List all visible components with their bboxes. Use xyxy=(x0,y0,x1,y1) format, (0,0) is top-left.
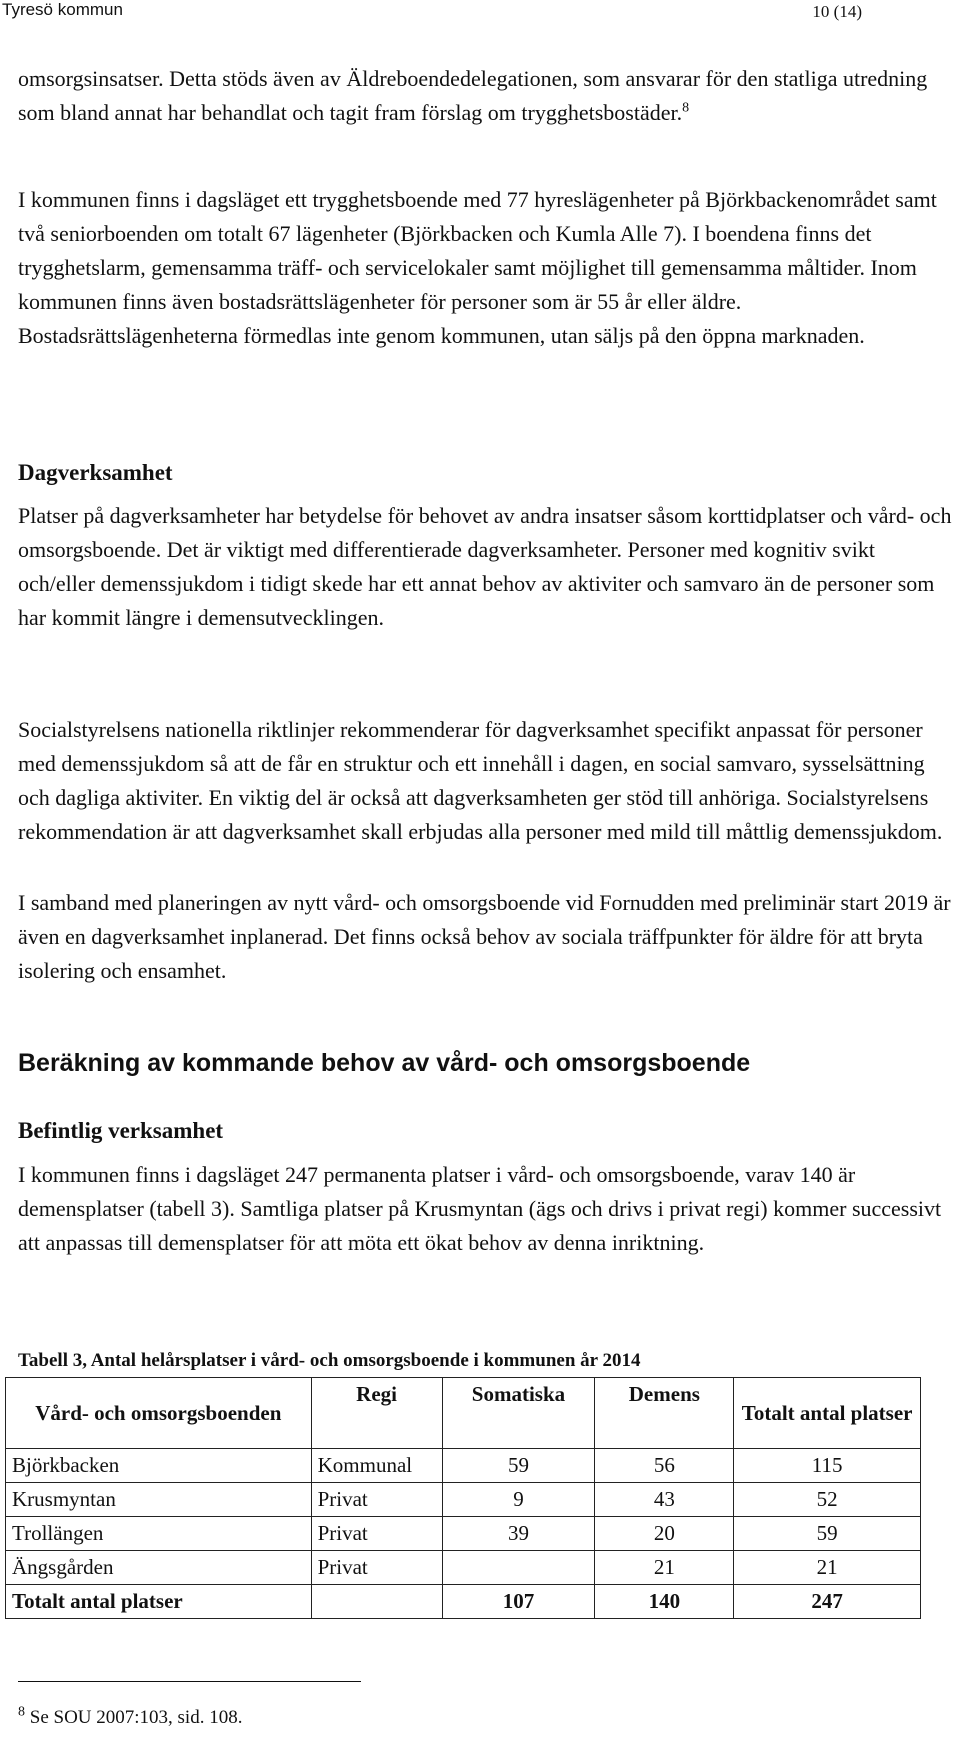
cell-somatiska xyxy=(442,1551,595,1585)
footnote-text: Se SOU 2007:103, sid. 108. xyxy=(25,1707,243,1728)
cell-regi: Kommunal xyxy=(311,1449,442,1483)
dagverksamhet-heading: Dagverksamhet xyxy=(18,460,173,485)
cell-demens: 56 xyxy=(595,1449,734,1483)
cell-total-regi xyxy=(311,1585,442,1619)
cell-total-totalt: 247 xyxy=(734,1585,921,1619)
cell-boende: Trollängen xyxy=(6,1517,312,1551)
cell-total-somatiska: 107 xyxy=(442,1585,595,1619)
dagverksamhet-paragraph-2 xyxy=(18,713,953,849)
intro-text: omsorgsinsatser. Detta stöds även av Äldreboendedelegationen, som ansvarar för den statliga utredning som bland annat har behandlat och tagit fram förslag om trygghetsbostäder. xyxy=(18,66,928,125)
befintlig-text: I kommunen finns i dagsläget 247 permanenta platser i vård- och omsorgsboende, varav 140 är demensplatser (tabell 3). Samtliga platser på Krusmyntan (ägs och drivs i privat regi) kommer successivt att anpassas till demensplatser för att möta ett ökat behov av denna inriktning. xyxy=(18,1162,942,1255)
table-row xyxy=(6,1551,921,1585)
cell-totalt: 21 xyxy=(734,1551,921,1585)
cell-totalt: 52 xyxy=(734,1483,921,1517)
dagverksamhet-paragraph-3 xyxy=(18,886,953,988)
cell-boende: Björkbacken xyxy=(6,1449,312,1483)
cell-regi: Privat xyxy=(311,1551,442,1585)
cell-totalt: 59 xyxy=(734,1517,921,1551)
table-header-row xyxy=(6,1378,921,1449)
trygghet-text: I kommunen finns i dagsläget ett trygghetsboende med 77 hyreslägenheter på Björkbackenområdet samt två seniorboenden om totalt 67 lägenheter (Björkbacken och Kumla Alle 7). I boendena finns det trygghetslarm, gemensamma träff- och servicelokaler samt möjlighet till gemensamma måltider. Inom kommunen finns även bostadsrättslägenheter för personer som är 55 år eller äldre. Bostadsrättslägenheterna förmedlas inte genom kommunen, utan säljs på den öppna marknaden. xyxy=(18,187,937,348)
trygghet-paragraph xyxy=(18,183,953,353)
table-row xyxy=(6,1483,921,1517)
col-header-boende: Vård- och omsorgsboenden xyxy=(6,1378,312,1449)
dagverksamhet-p3-text: I samband med planeringen av nytt vård- och omsorgsboende vid Fornudden med preliminär start 2019 är även en dagverksamhet inplanerad. Det finns också behov av sociala träffpunkter för äldre för att bryta isolering och ensamhet. xyxy=(18,890,951,983)
cell-somatiska: 59 xyxy=(442,1449,595,1483)
col-header-regi: Regi xyxy=(311,1378,442,1449)
cell-totalt: 115 xyxy=(734,1449,921,1483)
cell-demens: 43 xyxy=(595,1483,734,1517)
cell-demens: 20 xyxy=(595,1517,734,1551)
footnote-divider xyxy=(18,1681,361,1682)
cell-total-demens: 140 xyxy=(595,1585,734,1619)
cell-regi: Privat xyxy=(311,1483,442,1517)
table-row xyxy=(6,1517,921,1551)
table-caption: Tabell 3, Antal helårsplatser i vård- och omsorgsboende i kommunen år 2014 xyxy=(18,1350,641,1371)
header-org: Tyresö kommun xyxy=(2,0,123,19)
berakning-heading: Beräkning av kommande behov av vård- och omsorgsboende xyxy=(18,1049,751,1077)
footnote xyxy=(18,1704,243,1729)
table-total-row xyxy=(6,1585,921,1619)
col-header-totalt: Totalt antal platser xyxy=(734,1378,921,1449)
cell-demens: 21 xyxy=(595,1551,734,1585)
befintlig-paragraph xyxy=(18,1158,953,1260)
cell-regi: Privat xyxy=(311,1517,442,1551)
table-row xyxy=(6,1449,921,1483)
footnote-ref[interactable]: 8 xyxy=(682,100,690,116)
col-header-somatiska: Somatiska xyxy=(442,1378,595,1449)
col-header-demens: Demens xyxy=(595,1378,734,1449)
dagverksamhet-paragraph-1 xyxy=(18,499,953,635)
befintlig-subheading: Befintlig verksamhet xyxy=(18,1118,224,1143)
capacity-table xyxy=(5,1377,921,1619)
cell-boende: Krusmyntan xyxy=(6,1483,312,1517)
cell-somatiska: 9 xyxy=(442,1483,595,1517)
dagverksamhet-p2-text: Socialstyrelsens nationella riktlinjer rekommenderar för dagverksamhet specifikt anpassat för personer med demenssjukdom så att de får en struktur och ett innehåll i dagen, en social samvaro, sysselsättning och dagliga aktiviter. En viktig del är också att dagverksamheten ger stöd till anhöriga. Socialstyrelsens rekommendation är att dagverksamhet skall erbjudas alla personer med mild till måttlig demenssjukdom. xyxy=(18,717,943,844)
cell-total-label: Totalt antal platser xyxy=(6,1585,312,1619)
cell-somatiska: 39 xyxy=(442,1517,595,1551)
intro-paragraph xyxy=(18,62,953,130)
page-number: 10 (14) xyxy=(812,2,862,21)
dagverksamhet-p1-text: Platser på dagverksamheter har betydelse för behovet av andra insatser såsom korttidplatser och vård- och omsorgsboende. Det är viktigt med differentierade dagverksamheter. Personer med kognitiv svikt och/eller demenssjukdom i tidigt skede har ett annat behov av aktiviter och samvaro än de personer som har kommit längre i demensutvecklingen. xyxy=(18,503,952,630)
cell-boende: Ängsgården xyxy=(6,1551,312,1585)
footnote-number: 8 xyxy=(18,1704,25,1720)
